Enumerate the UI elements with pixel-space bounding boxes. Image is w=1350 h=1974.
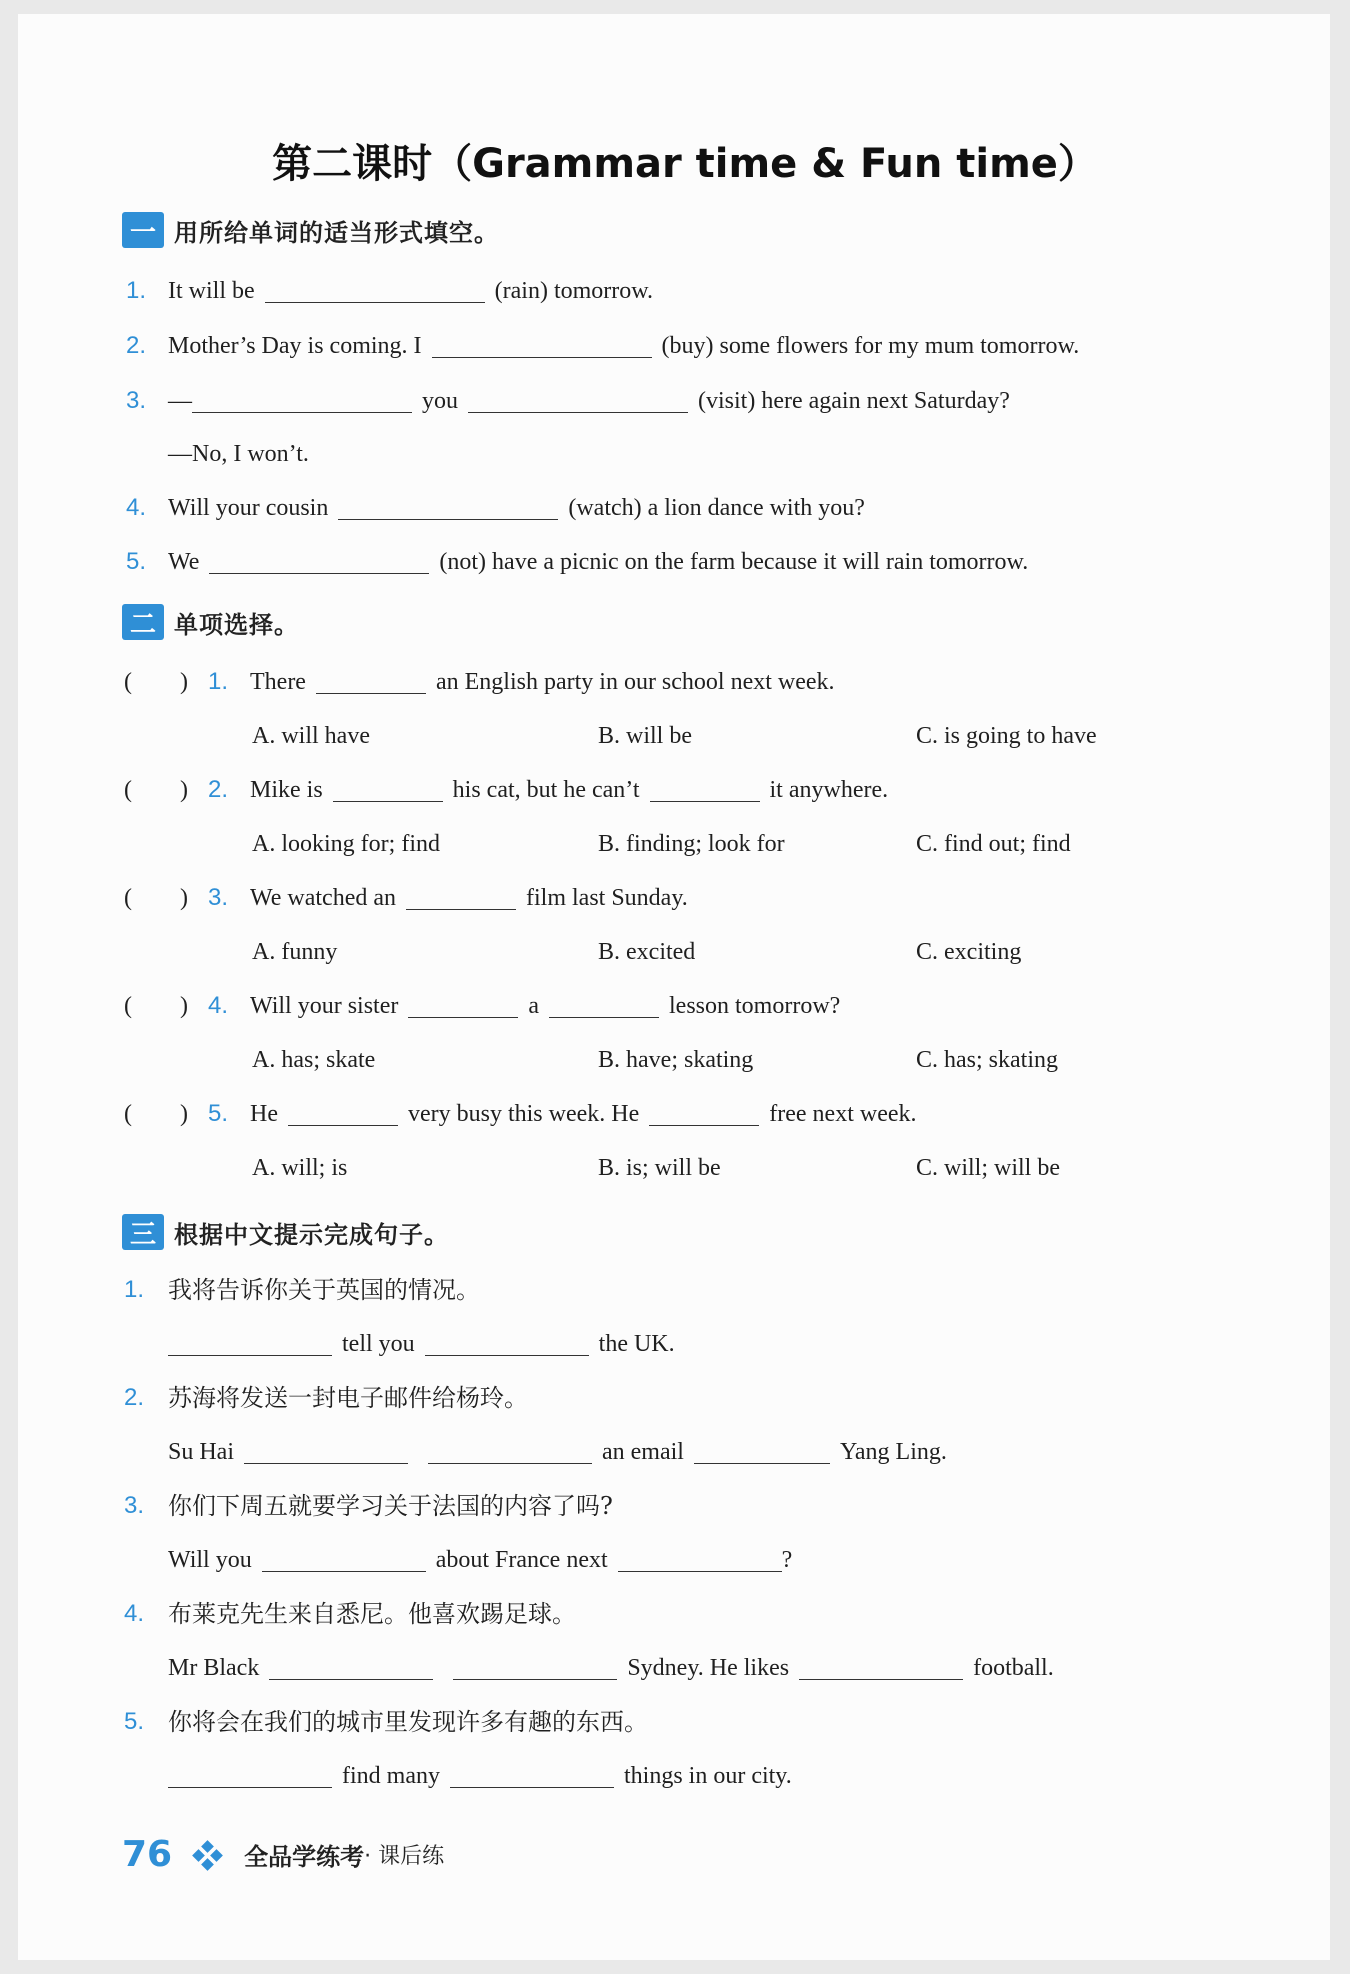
answer-blank[interactable]: [694, 1441, 830, 1464]
option-a[interactable]: A. will have: [252, 723, 370, 749]
page-footer: [122, 1834, 444, 1875]
answer-paren[interactable]: ( ): [124, 885, 188, 911]
answer-paren[interactable]: ( ): [124, 993, 188, 1019]
answer-blank[interactable]: [799, 1657, 963, 1680]
answer-blank[interactable]: [450, 1765, 614, 1788]
s3-q1-chinese: 我将告诉你关于英国的情况。: [168, 1276, 480, 1304]
answer-blank[interactable]: [168, 1765, 332, 1788]
s1-q3: — you (visit) here again next Saturday?: [168, 388, 1010, 414]
option-c[interactable]: C. is going to have: [916, 723, 1097, 749]
s3-q3-english: Will you about France next ?: [168, 1547, 793, 1573]
section-2-number: 二: [122, 604, 164, 640]
answer-blank[interactable]: [408, 995, 518, 1018]
s1-q3-number: 3.: [126, 387, 147, 414]
option-a[interactable]: A. has; skate: [252, 1047, 376, 1073]
s1-q1: It will be (rain) tomorrow.: [168, 278, 654, 304]
s1-q3-reply: —No, I won’t.: [168, 441, 309, 467]
answer-blank[interactable]: [649, 1103, 759, 1126]
s2-q3: We watched an film last Sunday.: [250, 885, 688, 911]
answer-blank[interactable]: [265, 280, 485, 303]
option-b[interactable]: B. excited: [598, 939, 696, 965]
s3-q3-number: 3.: [124, 1492, 145, 1519]
answer-blank[interactable]: [244, 1441, 408, 1464]
s2-q4-number: 4.: [208, 992, 229, 1019]
section-3-number: 三: [122, 1214, 164, 1250]
answer-blank[interactable]: [192, 390, 412, 413]
s3-q4-number: 4.: [124, 1600, 145, 1627]
option-b[interactable]: B. will be: [598, 723, 692, 749]
s2-q2-number: 2.: [208, 776, 229, 803]
s3-q3-chinese: 你们下周五就要学习关于法国的内容了吗?: [168, 1492, 613, 1520]
s3-q2-chinese: 苏海将发送一封电子邮件给杨玲。: [168, 1384, 528, 1412]
s2-q4: Will your sister a lesson tomorrow?: [250, 993, 841, 1019]
s2-q1-number: 1.: [208, 668, 229, 695]
s3-q4-chinese: 布莱克先生来自悉尼。他喜欢踢足球。: [168, 1600, 576, 1628]
option-b[interactable]: B. have; skating: [598, 1047, 754, 1073]
answer-blank[interactable]: [288, 1103, 398, 1126]
s3-q2-english: Su Hai an email Yang Ling.: [168, 1439, 947, 1465]
answer-blank[interactable]: [209, 551, 429, 574]
s1-q2: Mother’s Day is coming. I (buy) some flowers for my mum tomorrow.: [168, 333, 1080, 359]
answer-paren[interactable]: ( ): [124, 669, 188, 695]
answer-blank[interactable]: [453, 1657, 617, 1680]
option-a[interactable]: A. will; is: [252, 1155, 348, 1181]
s3-q2-number: 2.: [124, 1384, 145, 1411]
answer-blank[interactable]: [168, 1333, 332, 1356]
book-title: 全品学练考: [244, 1843, 365, 1871]
s2-q1: There an English party in our school next week.: [250, 669, 835, 695]
answer-paren[interactable]: ( ): [124, 1101, 188, 1127]
s1-q1-number: 1.: [126, 277, 147, 304]
answer-blank[interactable]: [432, 335, 652, 358]
diamond-cluster-icon: [194, 1842, 220, 1868]
option-a[interactable]: A. looking for; find: [252, 831, 440, 857]
answer-blank[interactable]: [333, 779, 443, 802]
option-c[interactable]: C. find out; find: [916, 831, 1071, 857]
s2-q5-number: 5.: [208, 1100, 229, 1127]
s1-q5: We (not) have a picnic on the farm because it will rain tomorrow.: [168, 549, 1029, 575]
section-3-header: [122, 1212, 449, 1252]
section-1-header: [122, 210, 499, 250]
answer-blank[interactable]: [425, 1333, 589, 1356]
answer-blank[interactable]: [468, 390, 688, 413]
s3-q5-number: 5.: [124, 1708, 145, 1735]
option-c[interactable]: C. exciting: [916, 939, 1022, 965]
answer-blank[interactable]: [618, 1549, 782, 1572]
option-c[interactable]: C. will; will be: [916, 1155, 1060, 1181]
s3-q5-chinese: 你将会在我们的城市里发现许多有趣的东西。: [168, 1708, 648, 1736]
s1-q2-number: 2.: [126, 332, 147, 359]
answer-blank[interactable]: [269, 1657, 433, 1680]
section-1-number: 一: [122, 212, 164, 248]
s3-q1-number: 1.: [124, 1276, 145, 1303]
s1-q4-number: 4.: [126, 494, 147, 521]
answer-blank[interactable]: [316, 671, 426, 694]
answer-blank[interactable]: [650, 779, 760, 802]
s3-q1-english: tell you the UK.: [168, 1332, 675, 1356]
option-b[interactable]: B. is; will be: [598, 1155, 721, 1181]
answer-blank[interactable]: [262, 1549, 426, 1572]
lesson-title: 第二课时（Grammar time & Fun time）: [272, 141, 1098, 187]
s2-q2: Mike is his cat, but he can’t it anywhere.: [250, 777, 889, 803]
option-a[interactable]: A. funny: [252, 939, 338, 965]
s3-q5-english: find many things in our city.: [168, 1764, 792, 1788]
answer-blank[interactable]: [549, 995, 659, 1018]
answer-blank[interactable]: [406, 887, 516, 910]
s2-q3-number: 3.: [208, 884, 229, 911]
s1-q4: Will your cousin (watch) a lion dance with you?: [168, 495, 865, 521]
option-b[interactable]: B. finding; look for: [598, 831, 785, 857]
book-subtitle: · 课后练: [364, 1844, 445, 1869]
option-c[interactable]: C. has; skating: [916, 1047, 1058, 1073]
answer-blank[interactable]: [428, 1441, 592, 1464]
s3-q4-english: Mr Black Sydney. He likes football.: [168, 1655, 1054, 1681]
section-2-title: 单项选择。: [174, 610, 299, 639]
s2-q5: He very busy this week. He free next week.: [250, 1101, 917, 1127]
section-1-title: 用所给单词的适当形式填空。: [174, 218, 499, 247]
answer-paren[interactable]: ( ): [124, 777, 188, 803]
s1-q5-number: 5.: [126, 548, 147, 575]
worksheet-page: [18, 14, 1330, 1960]
section-2-header: [122, 602, 299, 642]
section-3-title: 根据中文提示完成句子。: [174, 1220, 449, 1249]
answer-blank[interactable]: [338, 497, 558, 520]
page-number: 76: [122, 1834, 173, 1875]
